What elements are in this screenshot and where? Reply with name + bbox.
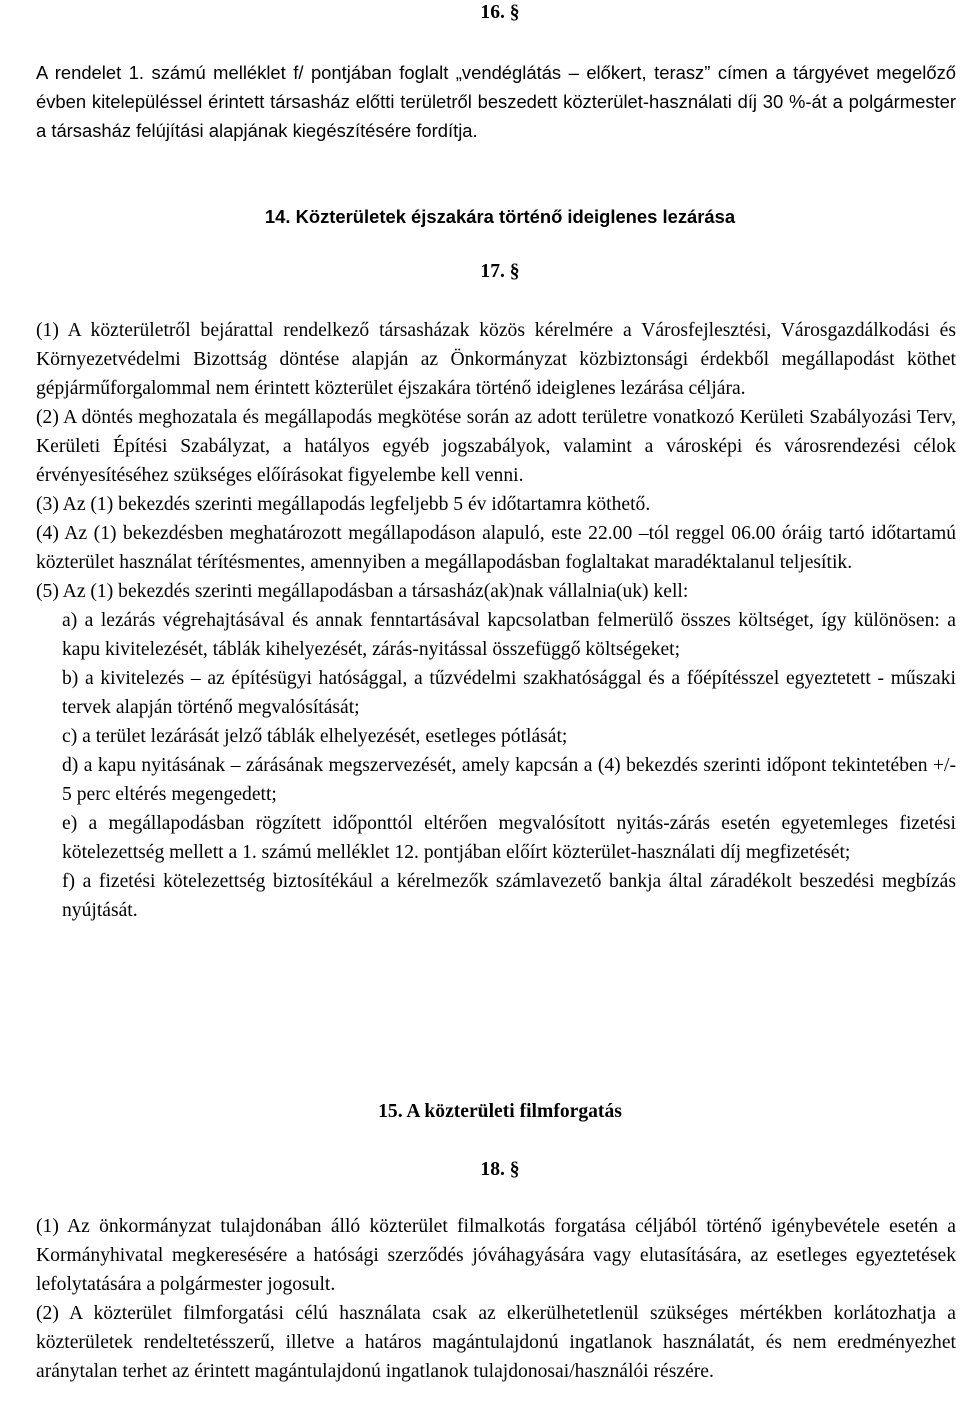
section-17-para-2: (2) A döntés meghozatala és megállapodás megkötése során az adott területre vonatkozó Kerületi Szabályozási Terv, Kerületi Építési Szabályzat, a hatályos egyéb jogszabályok, valamint a városképi és városrendezési célok érvényesítéséhez szükséges előírásokat figyelembe kell venni.: [36, 407, 956, 486]
intro-text: A rendelet 1. számú melléklet f/ pontjában foglalt „vendéglátás – előkert, terasz” címen a tárgyévet megelőző évben kitelepüléssel érintett társasház előtti területről beszedett közterület-használati díj 30 %-át a polgármester a társasház felújítási alapjának kiegészítésére fordítja.: [36, 62, 956, 141]
chapter-14-title: 14. Közterületek éjszakára történő ideiglenes lezárása: [264, 206, 736, 227]
section-17-para-3: (3) Az (1) bekezdés szerinti megállapodás legfeljebb 5 év időtartamra köthető.: [36, 494, 651, 515]
section-17-heading: 17. §: [480, 261, 520, 282]
section-16-heading: 16. §: [480, 2, 520, 23]
section-17-item-c: c) a terület lezárását jelző táblák elhelyezését, esetleges pótlását;: [62, 726, 568, 747]
intro-paragraph: [36, 58, 956, 145]
section-17-body: [36, 316, 956, 925]
section-17-item-e: e) a megállapodásban rögzített időponttól eltérően megvalósított nyitás-zárás esetén egyetemleges fizetési kötelezettség mellett a 1. számú melléklet 12. pontjában előírt közterület-használati díj megfizetését;: [62, 813, 956, 863]
section-17-item-f: f) a fizetési kötelezettség biztosítékául a kérelmezők számlavezető bankja által záradékolt beszedési megbízás nyújtását.: [62, 871, 956, 921]
section-17-item-a: a) a lezárás végrehajtásával és annak fenntartásával kapcsolatban felmerülő összes költséget, így különösen: a kapu kivitelezését, táblák kihelyezését, zárás-nyitással összefüggő költségeket;: [62, 610, 956, 660]
section-18-para-1: (1) Az önkormányzat tulajdonában álló közterület filmalkotás forgatása céljából történő igénybevétele esetén a Kormányhivatal megkeresésére a hatósági szerződés jóváhagyására vagy elutasítására, az esetleges egyeztetések lefolytatására a polgármester jogosult.: [36, 1216, 956, 1295]
section-17-para-5: (5) Az (1) bekezdés szerinti megállapodásban a társasház(ak)nak vállalnia(uk) kell:: [36, 581, 689, 602]
section-18-para-2: (2) A közterület filmforgatási célú használata csak az elkerülhetetlenül szükséges mértékben korlátozhatja a közterületek rendeltetésszerű, illetve a határos magántulajdonú ingatlanok használatát, és nem eredményezhet aránytalan terhet az érintett magántulajdonú ingatlanok tulajdonosai/használói részére.: [36, 1303, 956, 1382]
chapter-15-title: 15. A közterületi filmforgatás: [378, 1101, 622, 1122]
section-18-heading: 18. §: [480, 1159, 520, 1180]
section-17-para-1: (1) A közterületről bejárattal rendelkező társasházak közös kérelmére a Városfejlesztési, Városgazdálkodási és Környezetvédelmi Bizottság döntése alapján az Önkormányzat közbiztonsági érdekből megállapodást köthet gépjárműforgalommal nem érintett közterület éjszakára történő ideiglenes lezárása céljára.: [36, 320, 956, 399]
section-17-item-b: b) a kivitelezés – az építésügyi hatósággal, a tűzvédelmi szakhatósággal és a főépítésszel egyeztetett - műszaki tervek alapján történő megvalósítását;: [62, 668, 956, 718]
section-17-item-d: d) a kapu nyitásának – zárásának megszervezését, amely kapcsán a (4) bekezdés szerinti időpont tekintetében +/- 5 perc eltérés megengedett;: [62, 755, 956, 805]
section-18-body: [36, 1212, 956, 1386]
section-17-para-4: (4) Az (1) bekezdésben meghatározott megállapodáson alapuló, este 22.00 –tól reggel 06.00 óráig tartó időtartamú közterület használat térítésmentes, amennyiben a megállapodásban foglaltakat maradéktalanul teljesítik.: [36, 523, 956, 573]
